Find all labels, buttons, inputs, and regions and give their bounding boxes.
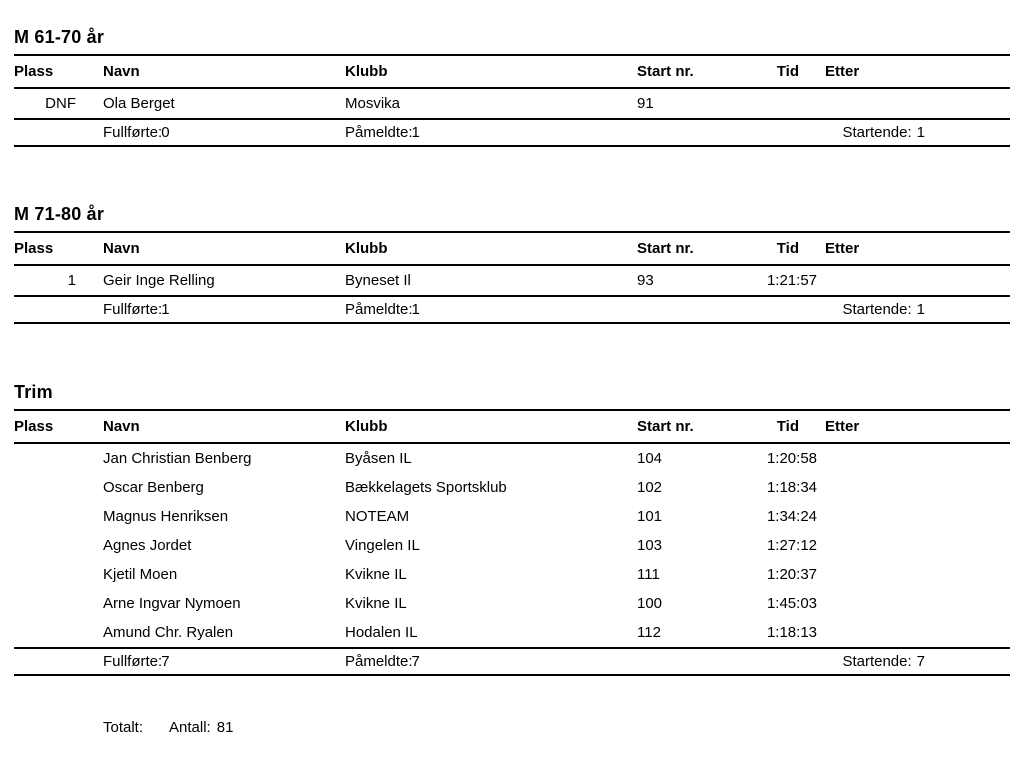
summary-row bbox=[14, 648, 1010, 675]
result-row bbox=[14, 265, 1010, 296]
column-header-klubb: Klubb bbox=[345, 232, 637, 265]
total-row bbox=[103, 719, 233, 737]
start-nr-cell: 104 bbox=[637, 450, 663, 467]
results-body bbox=[14, 88, 1010, 119]
result-row bbox=[14, 618, 1010, 648]
start-nr-cell: 112 bbox=[637, 624, 661, 641]
summary-spacer bbox=[14, 296, 82, 323]
plass-cell bbox=[14, 618, 82, 648]
etter-cell bbox=[817, 88, 1010, 119]
plass-cell bbox=[14, 502, 82, 531]
column-header-navn: Navn bbox=[82, 410, 345, 443]
pameldte-value: 7 bbox=[411, 653, 420, 670]
tid-cell: 1:27:12 bbox=[766, 537, 817, 554]
section-title: M 61-70 år bbox=[14, 27, 105, 47]
plass-cell: DNF bbox=[45, 95, 76, 112]
column-header-tid: Tid bbox=[752, 232, 817, 265]
klubb-cell: Bækkelagets Sportsklub bbox=[345, 479, 507, 496]
column-header-plass: Plass bbox=[14, 232, 82, 265]
pameldte-cell bbox=[345, 296, 637, 323]
column-header-klubb: Klubb bbox=[345, 410, 637, 443]
startende-value: 7 bbox=[916, 653, 925, 670]
klubb-cell: Byneset Il bbox=[345, 272, 411, 289]
pameldte-label: Påmeldte: bbox=[345, 653, 413, 670]
etter-cell bbox=[817, 531, 1010, 560]
fullforte-cell bbox=[82, 648, 345, 675]
etter-cell bbox=[817, 265, 1010, 296]
results-table bbox=[14, 54, 1010, 147]
summary-row bbox=[14, 119, 1010, 146]
klubb-cell: Hodalen IL bbox=[345, 624, 418, 641]
plass-cell bbox=[14, 443, 82, 473]
column-header-tid: Tid bbox=[752, 410, 817, 443]
results-table bbox=[14, 231, 1010, 324]
results-section bbox=[14, 381, 1010, 676]
fullforte-label: Fullførte: bbox=[103, 301, 163, 318]
navn-cell: Jan Christian Benberg bbox=[103, 450, 252, 467]
plass-cell bbox=[14, 531, 82, 560]
fullforte-cell bbox=[82, 119, 345, 146]
column-header-tid: Tid bbox=[752, 55, 817, 88]
antall-label: Antall: bbox=[169, 719, 211, 736]
pameldte-label: Påmeldte: bbox=[345, 124, 413, 141]
startende-cell bbox=[637, 119, 1010, 146]
column-header-start-nr: Start nr. bbox=[637, 55, 752, 88]
start-nr-cell: 100 bbox=[637, 595, 663, 612]
navn-cell: Kjetil Moen bbox=[103, 566, 178, 583]
result-row bbox=[14, 88, 1010, 119]
start-nr-cell: 102 bbox=[637, 479, 663, 496]
section-title: Trim bbox=[14, 382, 53, 402]
plass-cell bbox=[14, 589, 82, 618]
navn-cell: Agnes Jordet bbox=[103, 537, 192, 554]
start-nr-cell: 103 bbox=[637, 537, 663, 554]
etter-cell bbox=[817, 443, 1010, 473]
tid-cell: 1:20:58 bbox=[766, 450, 817, 467]
fullforte-value: 1 bbox=[161, 301, 170, 318]
column-header-plass: Plass bbox=[14, 55, 82, 88]
summary-spacer bbox=[14, 648, 82, 675]
startende-cell bbox=[637, 296, 1010, 323]
navn-cell: Arne Ingvar Nymoen bbox=[103, 595, 241, 612]
klubb-cell: Kvikne IL bbox=[345, 595, 407, 612]
results-section bbox=[14, 203, 1010, 324]
column-header-etter: Etter bbox=[817, 232, 1010, 265]
tid-cell: 1:21:57 bbox=[766, 272, 817, 289]
navn-cell: Ola Berget bbox=[103, 95, 175, 112]
startende-value: 1 bbox=[916, 124, 925, 141]
pameldte-value: 1 bbox=[411, 124, 420, 141]
etter-cell bbox=[817, 473, 1010, 502]
column-header-navn: Navn bbox=[82, 55, 345, 88]
etter-cell bbox=[817, 560, 1010, 589]
fullforte-value: 0 bbox=[161, 124, 170, 141]
start-nr-cell: 93 bbox=[637, 272, 654, 289]
navn-cell: Geir Inge Relling bbox=[103, 272, 215, 289]
startende-label: Startende: bbox=[842, 124, 912, 141]
plass-cell bbox=[14, 473, 82, 502]
pameldte-cell bbox=[345, 119, 637, 146]
result-row bbox=[14, 502, 1010, 531]
tid-cell: 1:45:03 bbox=[766, 595, 817, 612]
plass-cell: 1 bbox=[67, 272, 76, 289]
header-row bbox=[14, 410, 1010, 443]
fullforte-label: Fullførte: bbox=[103, 124, 163, 141]
column-header-plass: Plass bbox=[14, 410, 82, 443]
klubb-cell: Byåsen IL bbox=[345, 450, 412, 467]
klubb-cell: Vingelen IL bbox=[345, 537, 420, 554]
header-row bbox=[14, 55, 1010, 88]
klubb-cell: NOTEAM bbox=[345, 508, 410, 525]
header-row bbox=[14, 232, 1010, 265]
fullforte-value: 7 bbox=[161, 653, 170, 670]
startende-label: Startende: bbox=[842, 301, 912, 318]
plass-cell bbox=[14, 560, 82, 589]
column-header-etter: Etter bbox=[817, 55, 1010, 88]
pameldte-cell bbox=[345, 648, 637, 675]
results-body bbox=[14, 443, 1010, 648]
etter-cell bbox=[817, 502, 1010, 531]
column-header-start-nr: Start nr. bbox=[637, 410, 752, 443]
results-section bbox=[14, 26, 1010, 147]
pameldte-value: 1 bbox=[411, 301, 420, 318]
result-row bbox=[14, 473, 1010, 502]
tid-cell: 1:20:37 bbox=[766, 566, 817, 583]
etter-cell bbox=[817, 618, 1010, 648]
pameldte-label: Påmeldte: bbox=[345, 301, 413, 318]
klubb-cell: Mosvika bbox=[345, 95, 401, 112]
start-nr-cell: 111 bbox=[637, 566, 660, 583]
result-row bbox=[14, 531, 1010, 560]
startende-value: 1 bbox=[916, 301, 925, 318]
result-row bbox=[14, 560, 1010, 589]
column-header-etter: Etter bbox=[817, 410, 1010, 443]
tid-cell: 1:34:24 bbox=[766, 508, 817, 525]
totalt-label: Totalt: bbox=[103, 719, 144, 736]
start-nr-cell: 101 bbox=[637, 508, 663, 525]
column-header-klubb: Klubb bbox=[345, 55, 637, 88]
section-title: M 71-80 år bbox=[14, 204, 105, 224]
fullforte-cell bbox=[82, 296, 345, 323]
results-table bbox=[14, 409, 1010, 676]
tid-cell: 1:18:34 bbox=[766, 479, 817, 496]
navn-cell: Magnus Henriksen bbox=[103, 508, 229, 525]
tid-cell bbox=[752, 88, 817, 119]
results-body bbox=[14, 265, 1010, 296]
start-nr-cell: 91 bbox=[637, 95, 654, 112]
startende-label: Startende: bbox=[842, 653, 912, 670]
fullforte-label: Fullførte: bbox=[103, 653, 163, 670]
startende-cell bbox=[637, 648, 1010, 675]
etter-cell bbox=[817, 589, 1010, 618]
result-row bbox=[14, 443, 1010, 473]
column-header-navn: Navn bbox=[82, 232, 345, 265]
result-row bbox=[14, 589, 1010, 618]
antall-value: 81 bbox=[216, 719, 234, 736]
klubb-cell: Kvikne IL bbox=[345, 566, 407, 583]
summary-spacer bbox=[14, 119, 82, 146]
column-header-start-nr: Start nr. bbox=[637, 232, 752, 265]
summary-row bbox=[14, 296, 1010, 323]
navn-cell: Amund Chr. Ryalen bbox=[103, 624, 234, 641]
tid-cell: 1:18:13 bbox=[766, 624, 817, 641]
navn-cell: Oscar Benberg bbox=[103, 479, 204, 496]
